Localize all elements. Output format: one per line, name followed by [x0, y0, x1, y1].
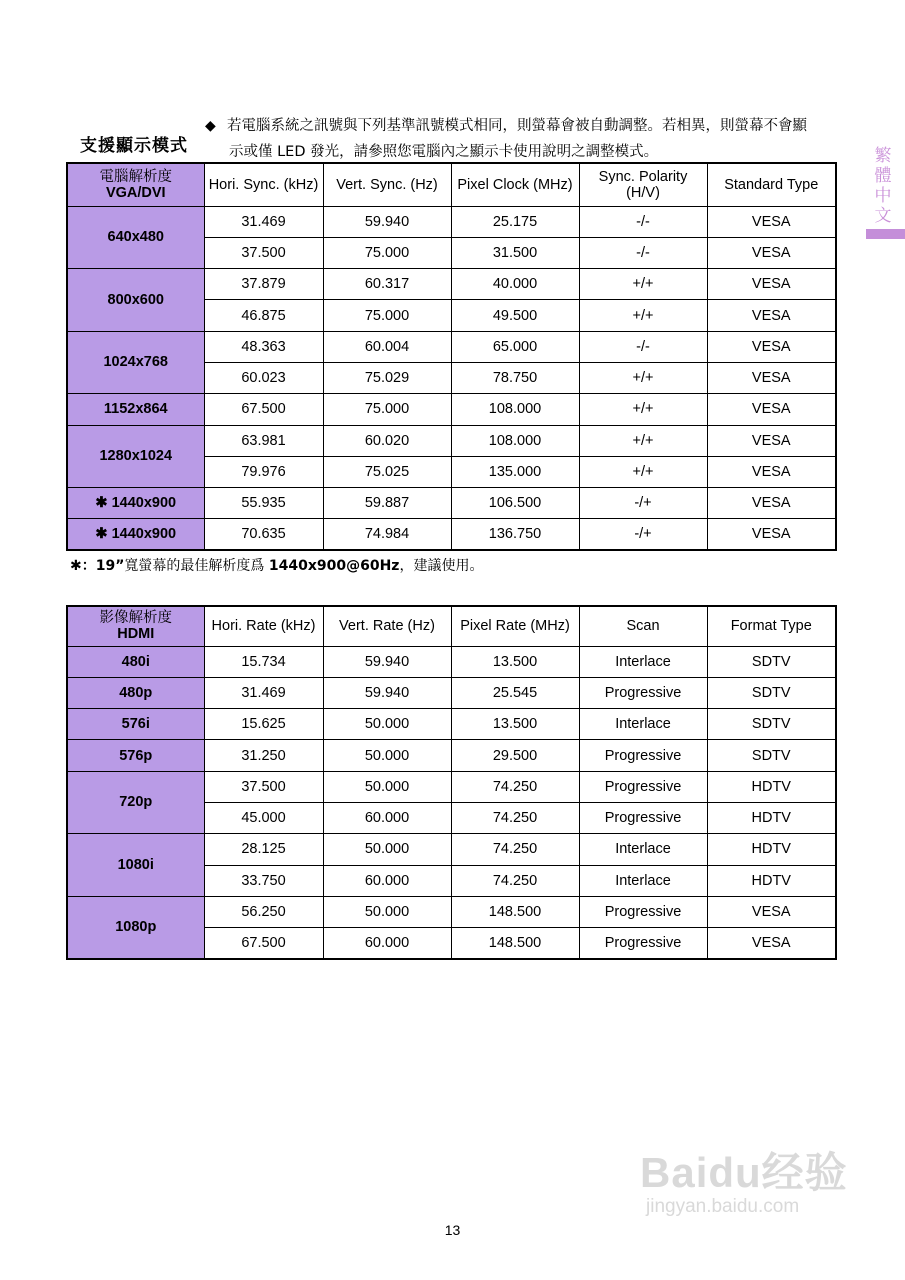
table-cell: 59.887 [323, 488, 451, 519]
bullet-diamond-icon: ◆ [205, 118, 216, 134]
table-cell: -/- [579, 331, 707, 362]
table-row [67, 677, 836, 708]
table-cell: +/+ [579, 269, 707, 300]
table-row [67, 331, 836, 362]
table-cell: VESA [707, 300, 836, 331]
resolution-cell: 1080p [67, 896, 204, 959]
resolution-cell: 1080i [67, 834, 204, 897]
table-cell: 74.250 [451, 802, 579, 833]
table-cell: 74.250 [451, 771, 579, 802]
watermark [640, 1140, 848, 1218]
table-cell: -/- [579, 237, 707, 268]
resolution-cell: 1024x768 [67, 331, 204, 394]
column-header: Standard Type [707, 163, 836, 206]
table-cell: -/- [579, 206, 707, 237]
table-cell: 79.976 [204, 456, 323, 487]
vga-dvi-timing-table [66, 162, 837, 551]
table-cell: 65.000 [451, 331, 579, 362]
table-cell: 70.635 [204, 519, 323, 550]
resolution-cell: 576i [67, 709, 204, 740]
table-cell: Interlace [579, 709, 707, 740]
table-cell: 59.940 [323, 206, 451, 237]
table-cell: 67.500 [204, 928, 323, 959]
table-cell: Progressive [579, 896, 707, 927]
table-cell: 59.940 [323, 677, 451, 708]
table-cell: 75.000 [323, 300, 451, 331]
table-row [67, 519, 836, 550]
table-cell: 136.750 [451, 519, 579, 550]
table-cell: VESA [707, 206, 836, 237]
column-header: Sync. Polarity (H/V) [579, 163, 707, 206]
table-cell: SDTV [707, 646, 836, 677]
side-tab-char: 繁 [874, 146, 892, 166]
table-row [67, 425, 836, 456]
table-cell: +/+ [579, 394, 707, 425]
side-tab-bar [866, 229, 905, 239]
intro-note [205, 113, 845, 165]
column-header: Format Type [707, 606, 836, 646]
table-cell: 25.545 [451, 677, 579, 708]
hdmi-timing-table [66, 605, 837, 960]
table-row [67, 834, 836, 865]
resolution-cell: 720p [67, 771, 204, 834]
side-tab-char: 文 [874, 206, 892, 226]
table-cell: 31.250 [204, 740, 323, 771]
table-cell: Progressive [579, 771, 707, 802]
page-number: 13 [444, 1222, 461, 1238]
language-side-tab [870, 146, 896, 226]
table-cell: +/+ [579, 425, 707, 456]
resolution-cell: ✱ 1440x900 [67, 488, 204, 519]
table-cell: 13.500 [451, 709, 579, 740]
table-cell: VESA [707, 425, 836, 456]
table-cell: VESA [707, 394, 836, 425]
table-cell: SDTV [707, 709, 836, 740]
table-cell: 28.125 [204, 834, 323, 865]
resolution-header: 影像解析度 HDMI [67, 606, 204, 646]
table-cell: 106.500 [451, 488, 579, 519]
note-line-2: 示或僅 LED 發光，請參照您電腦內之顯示卡使用說明之調整模式。 [229, 144, 659, 160]
table-header-row [67, 606, 836, 646]
column-header: Hori. Rate (kHz) [204, 606, 323, 646]
table-row [67, 771, 836, 802]
table-cell: 40.000 [451, 269, 579, 300]
table-cell: 67.500 [204, 394, 323, 425]
table-cell: VESA [707, 928, 836, 959]
table-cell: 50.000 [323, 834, 451, 865]
watermark-logo: Baidu经验 [640, 1149, 848, 1196]
table-cell: VESA [707, 519, 836, 550]
table-cell: 48.363 [204, 331, 323, 362]
table-cell: 15.625 [204, 709, 323, 740]
table-cell: 31.469 [204, 206, 323, 237]
table-cell: +/+ [579, 362, 707, 393]
table-cell: HDTV [707, 771, 836, 802]
table-cell: 50.000 [323, 740, 451, 771]
table-cell: Progressive [579, 802, 707, 833]
table-cell: 49.500 [451, 300, 579, 331]
column-header: Scan [579, 606, 707, 646]
column-header: Pixel Rate (MHz) [451, 606, 579, 646]
table-cell: 37.500 [204, 771, 323, 802]
table-cell: 50.000 [323, 709, 451, 740]
resolution-cell: 800x600 [67, 269, 204, 332]
watermark-url: jingyan.baidu.com [646, 1196, 800, 1217]
table-cell: Progressive [579, 740, 707, 771]
note-line-1: 若電腦系統之訊號與下列基準訊號模式相同，則螢幕會被自動調整。若相異，則螢幕不會顯 [227, 118, 807, 134]
table-cell: 74.984 [323, 519, 451, 550]
table-row [67, 206, 836, 237]
side-tab-char: 中 [874, 186, 892, 206]
resolution-cell: 640x480 [67, 206, 204, 269]
table-cell: SDTV [707, 740, 836, 771]
table-cell: -/+ [579, 519, 707, 550]
table-cell: 50.000 [323, 896, 451, 927]
table-cell: HDTV [707, 834, 836, 865]
resolution-cell: 1152x864 [67, 394, 204, 425]
resolution-cell: 576p [67, 740, 204, 771]
table-cell: 60.023 [204, 362, 323, 393]
table-cell: HDTV [707, 865, 836, 896]
table-cell: 59.940 [323, 646, 451, 677]
table-cell: VESA [707, 269, 836, 300]
table-cell: Interlace [579, 834, 707, 865]
table-cell: 46.875 [204, 300, 323, 331]
table-cell: HDTV [707, 802, 836, 833]
table-cell: -/+ [579, 488, 707, 519]
side-tab-char: 體 [874, 166, 892, 186]
table-cell: 13.500 [451, 646, 579, 677]
table-cell: 75.000 [323, 394, 451, 425]
table-cell: 60.000 [323, 802, 451, 833]
table-cell: VESA [707, 331, 836, 362]
table-cell: 108.000 [451, 394, 579, 425]
table-cell: +/+ [579, 456, 707, 487]
column-header: Vert. Sync. (Hz) [323, 163, 451, 206]
table-cell: Progressive [579, 677, 707, 708]
table-cell: 15.734 [204, 646, 323, 677]
table-cell: 25.175 [451, 206, 579, 237]
table-cell: 75.029 [323, 362, 451, 393]
resolution-cell: 480i [67, 646, 204, 677]
table-cell: +/+ [579, 300, 707, 331]
column-header: Vert. Rate (Hz) [323, 606, 451, 646]
resolution-header: 電腦解析度 VGA/DVI [67, 163, 204, 206]
resolution-cell: 480p [67, 677, 204, 708]
table-cell: 60.000 [323, 865, 451, 896]
table-cell: 55.935 [204, 488, 323, 519]
table-cell: 78.750 [451, 362, 579, 393]
table-cell: 74.250 [451, 834, 579, 865]
table-cell: 31.500 [451, 237, 579, 268]
table-cell: 37.500 [204, 237, 323, 268]
table-cell: VESA [707, 896, 836, 927]
table-cell: 135.000 [451, 456, 579, 487]
table-cell: 75.025 [323, 456, 451, 487]
table-cell: SDTV [707, 677, 836, 708]
table-cell: 75.000 [323, 237, 451, 268]
table-row [67, 394, 836, 425]
section-title: 支援顯示模式 [80, 136, 188, 156]
table-cell: 45.000 [204, 802, 323, 833]
table-cell: 60.000 [323, 928, 451, 959]
footnote: ✱：19”寬螢幕的最佳解析度爲 1440x900@60Hz，建議使用。 [70, 558, 484, 574]
table-row [67, 740, 836, 771]
table-cell: 74.250 [451, 865, 579, 896]
table-cell: 60.317 [323, 269, 451, 300]
table-cell: 29.500 [451, 740, 579, 771]
table-row [67, 488, 836, 519]
table-cell: VESA [707, 456, 836, 487]
table-cell: 56.250 [204, 896, 323, 927]
table-cell: 33.750 [204, 865, 323, 896]
table-cell: 31.469 [204, 677, 323, 708]
table-cell: Interlace [579, 646, 707, 677]
table-cell: 108.000 [451, 425, 579, 456]
table-cell: 148.500 [451, 896, 579, 927]
table-cell: VESA [707, 488, 836, 519]
table-row [67, 896, 836, 927]
table-cell: VESA [707, 362, 836, 393]
resolution-cell: 1280x1024 [67, 425, 204, 488]
table-cell: 60.004 [323, 331, 451, 362]
table-row [67, 709, 836, 740]
table-cell: 63.981 [204, 425, 323, 456]
table-cell: VESA [707, 237, 836, 268]
table-cell: 148.500 [451, 928, 579, 959]
table-cell: Interlace [579, 865, 707, 896]
column-header: Hori. Sync. (kHz) [204, 163, 323, 206]
table-cell: 50.000 [323, 771, 451, 802]
table-cell: 60.020 [323, 425, 451, 456]
table-cell: 37.879 [204, 269, 323, 300]
resolution-cell: ✱ 1440x900 [67, 519, 204, 550]
table-row [67, 646, 836, 677]
table-row [67, 269, 836, 300]
column-header: Pixel Clock (MHz) [451, 163, 579, 206]
table-cell: Progressive [579, 928, 707, 959]
table-header-row [67, 163, 836, 206]
